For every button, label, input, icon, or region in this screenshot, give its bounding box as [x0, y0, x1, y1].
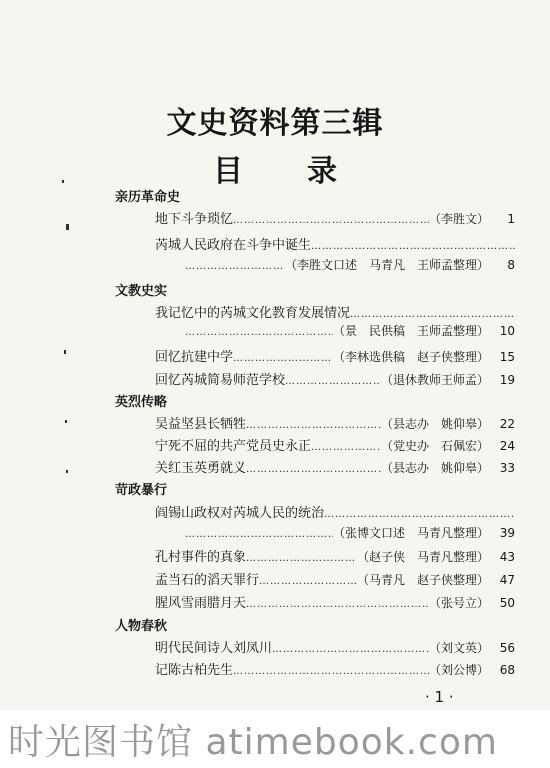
scan-speck — [64, 350, 66, 354]
toc-entry-continued — [185, 256, 515, 274]
leader-dots — [285, 376, 381, 387]
leader-dots — [350, 309, 515, 320]
toc-entry[interactable] — [155, 659, 515, 677]
entry-title: 阎锡山政权对芮城人民的统治 — [155, 506, 325, 520]
entry-title: 回忆芮城简易师范学校 — [155, 373, 286, 388]
entry-author: （张号立） — [428, 596, 489, 610]
entry-title: 关红玉英勇就义 — [155, 461, 247, 476]
entry-page: 19 — [499, 373, 515, 387]
scan-speck — [65, 420, 67, 423]
page-number: · 1 · — [425, 688, 454, 706]
toc-entry[interactable] — [155, 592, 515, 610]
entry-title: 记陈古柏先生 — [155, 663, 234, 678]
toc-entry-continued — [185, 322, 515, 340]
section-heading: 苛政暴行 — [115, 483, 168, 498]
toc-entry[interactable] — [155, 435, 515, 453]
entry-page: 22 — [499, 417, 515, 431]
scan-speck — [62, 180, 64, 183]
entry-author: （县志办 姚仰皋） — [380, 461, 489, 475]
leader-dots — [311, 442, 381, 453]
toc-entry[interactable] — [155, 502, 515, 520]
scan-speck — [66, 224, 69, 230]
leader-dots — [246, 599, 429, 610]
entry-page: 56 — [499, 641, 515, 655]
book-title: 文史资料第三辑 — [166, 106, 384, 141]
leader-dots — [246, 553, 357, 564]
entry-author: （李胜文口述 马青凡 王师孟整理） — [284, 258, 489, 272]
leader-dots — [259, 576, 357, 587]
leader-dots — [246, 420, 381, 431]
entry-author: （马青凡 赵子侠整理） — [356, 573, 489, 587]
section-heading: 亲历革命史 — [115, 190, 181, 205]
entry-title: 回忆抗建中学 — [155, 350, 234, 365]
entry-title: 地下斗争琐忆 — [155, 212, 234, 227]
leader-dots — [185, 529, 333, 540]
leader-dots — [233, 215, 429, 226]
toc-entry[interactable] — [155, 346, 515, 364]
entry-author: （赵子侠 马青凡整理） — [356, 550, 489, 564]
toc-entry[interactable] — [155, 457, 515, 475]
entry-author: （刘公博） — [428, 663, 489, 677]
entry-page: 68 — [499, 663, 515, 677]
section-heading: 英烈传略 — [115, 395, 168, 410]
entry-page: 47 — [499, 573, 515, 587]
entry-title: 吴益坚县长牺牲 — [155, 417, 247, 432]
section-heading: 人物春秋 — [115, 619, 168, 634]
leader-dots — [246, 464, 381, 475]
toc-entry[interactable] — [155, 637, 515, 655]
toc-entry[interactable] — [155, 546, 515, 564]
leader-dots — [272, 644, 429, 655]
entry-page: 24 — [499, 439, 515, 453]
entry-page: 33 — [499, 461, 515, 475]
entry-author: （景 民供稿 王师孟整理） — [332, 324, 489, 338]
entry-author: （李林选供稿 赵子侠整理） — [332, 350, 489, 364]
entry-author: （党史办 石佩宏） — [380, 439, 489, 453]
entry-title: 明代民间诗人刘凤川 — [155, 641, 273, 656]
leader-dots — [233, 666, 429, 677]
entry-author: （刘文英） — [428, 641, 489, 655]
entry-title: 宁死不屈的共产党员史永正 — [155, 439, 312, 454]
section-heading: 文教史实 — [115, 284, 168, 299]
entry-author: （退休教师王师孟） — [380, 373, 489, 387]
leader-dots — [185, 327, 333, 338]
leader-dots — [185, 261, 285, 272]
leader-dots — [324, 509, 515, 520]
toc-entry-continued — [185, 524, 515, 542]
entry-page: 1 — [507, 212, 515, 226]
entry-title: 孟当石的滔天罪行 — [155, 573, 260, 588]
watermark-text: 时光图书馆 atimebook.com — [8, 722, 498, 763]
entry-author: （张博文口述 马青凡整理） — [332, 526, 489, 540]
entry-author: （县志办 姚仰皋） — [380, 417, 489, 431]
entry-page: 8 — [507, 258, 515, 272]
entry-title: 芮城人民政府在斗争中诞生 — [155, 238, 312, 252]
toc-entry[interactable] — [155, 413, 515, 431]
toc-entry[interactable] — [155, 369, 515, 387]
entry-title: 孔村事件的真象 — [155, 550, 247, 565]
contents-heading: 目录 — [213, 154, 401, 189]
entry-author: （李胜文） — [428, 212, 489, 226]
toc-entry[interactable] — [155, 569, 515, 587]
toc-entry[interactable] — [155, 234, 515, 252]
entry-page: 50 — [499, 596, 515, 610]
leader-dots — [311, 241, 515, 252]
entry-page: 39 — [499, 526, 515, 540]
entry-page: 15 — [499, 350, 515, 364]
toc-entry[interactable] — [155, 302, 515, 320]
scan-speck — [66, 470, 68, 473]
leader-dots — [233, 353, 333, 364]
entry-page: 10 — [499, 324, 515, 338]
entry-title: 我记忆中的芮城文化教育发展情况 — [155, 306, 351, 320]
entry-page: 43 — [499, 550, 515, 564]
toc-entry[interactable] — [155, 208, 515, 226]
entry-title: 腥风雪雨腊月天 — [155, 596, 247, 611]
